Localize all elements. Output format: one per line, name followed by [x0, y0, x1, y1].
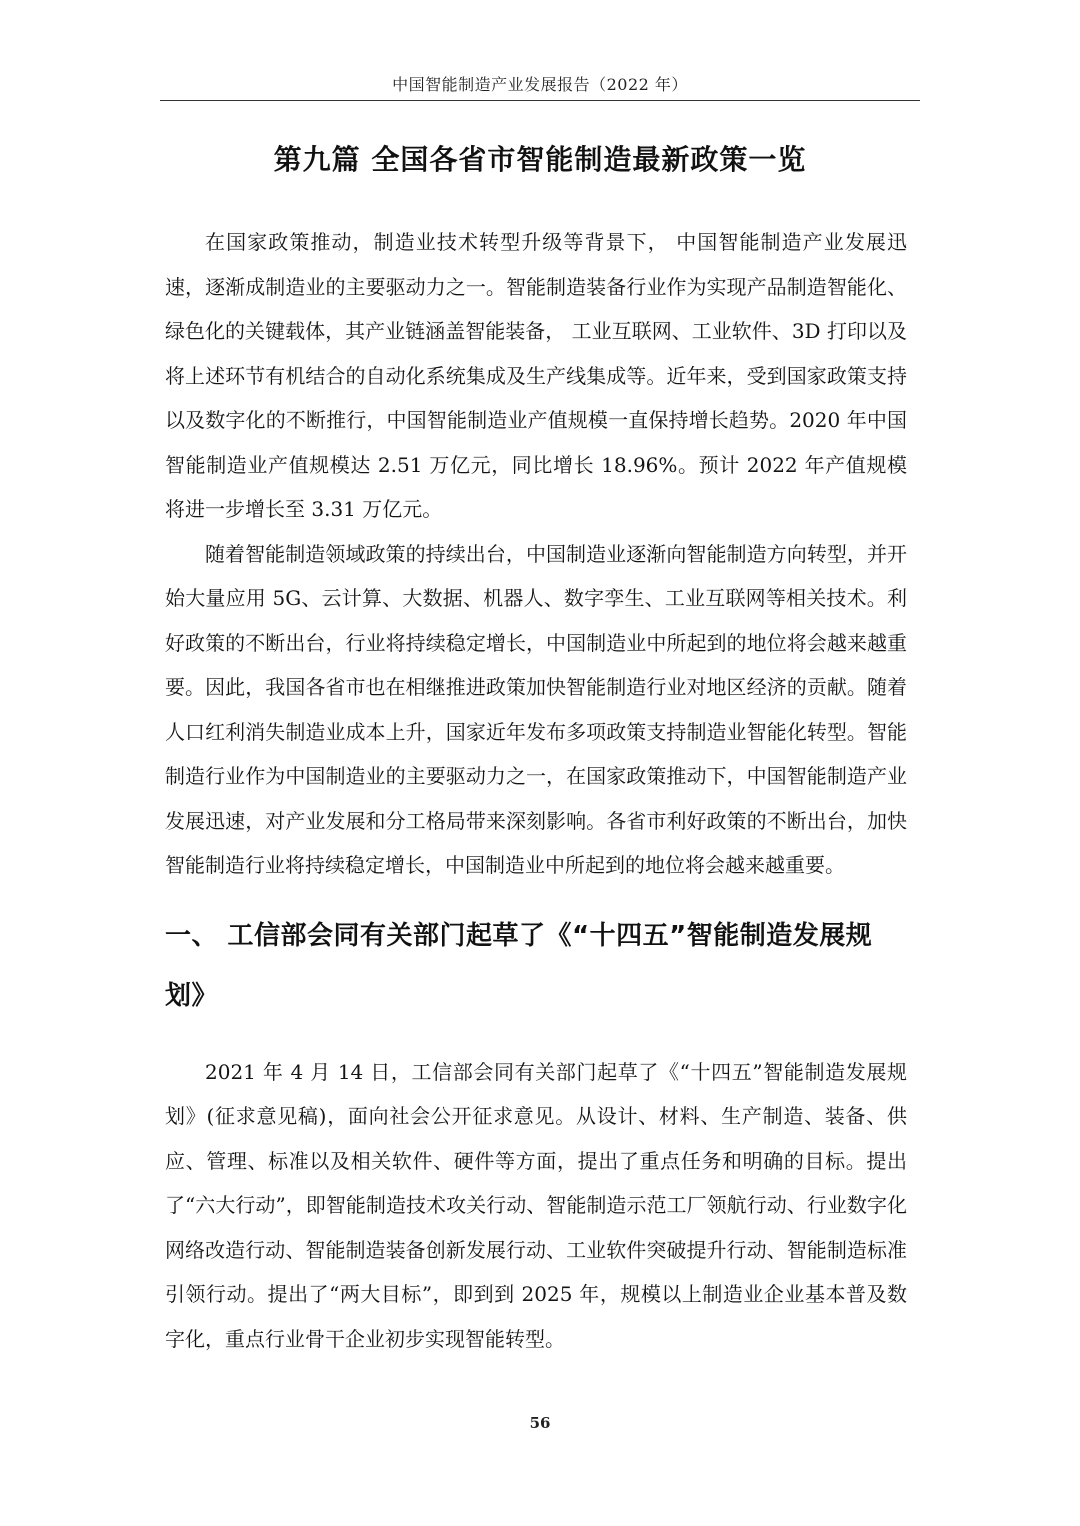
chapter-title: 第九篇 全国各省市智能制造最新政策一览: [273, 143, 807, 176]
page-number: 56: [529, 1414, 551, 1432]
document-body: [165, 220, 907, 1361]
section-1-paragraph: 2021 年 4 月 14 日，工信部会同有关部门起草了《“十四五”智能制造发展规划》(征求意见稿)，面向社会公开征求意见。从设计、材料、生产制造、装备、供应、管理、标准以及相关软件、硬件等方面，提出了重点任务和明确的目标。提出了“六大行动”，即智能制造技术攻关行动、智能制造示范工厂领航行动、行业数字化网络改造行动、智能制造装备创新发展行动、工业软件突破提升行动、智能制造标准引领行动。提出了“两大目标”，即到到 2025 年，规模以上制造业企业基本普及数字化，重点行业骨干企业初步实现智能转型。: [165, 1059, 907, 1351]
header-divider: [160, 100, 920, 101]
running-header: 中国智能制造产业发展报告（2022 年）: [392, 75, 688, 94]
section-heading-1: 一、 工信部会同有关部门起草了《“十四五”智能制造发展规划》: [165, 920, 873, 1011]
intro-paragraph-2: 随着智能制造领域政策的持续出台，中国制造业逐渐向智能制造方向转型，并开始大量应用 5G、云计算、大数据、机器人、数字孪生、工业互联网等相关技术。利好政策的不断出台，行业将持续稳定增长，中国制造业中所起到的地位将会越来越重要。因此，我国各省市也在相继推进政策加快智能制造行业对地区经济的贡献。随着人口红利消失制造业成本上升，国家近年发布多项政策支持制造业智能化转型。智能制造行业作为中国制造业的主要驱动力之一，在国家政策推动下，中国智能制造产业发展迅速，对产业发展和分工格局带来深刻影响。各省市利好政策的不断出台，加快智能制造行业将持续稳定增长，中国制造业中所起到的地位将会越来越重要。: [165, 541, 907, 877]
intro-paragraph-1: 在国家政策推动，制造业技术转型升级等背景下， 中国智能制造产业发展迅速，逐渐成制造业的主要驱动力之一。智能制造装备行业作为实现产品制造智能化、绿色化的关键载体，其产业链涵盖智能装备， 工业互联网、工业软件、3D 打印以及将上述环节有机结合的自动化系统集成及生产线集成等。近年来，受到国家政策支持以及数字化的不断推行，中国智能制造业产值规模一直保持增长趋势。2020 年中国智能制造业产值规模达 2.51 万亿元，同比增长 18.96%。预计 2022 年产值规模将进一步增长至 3.31 万亿元。: [165, 230, 907, 521]
